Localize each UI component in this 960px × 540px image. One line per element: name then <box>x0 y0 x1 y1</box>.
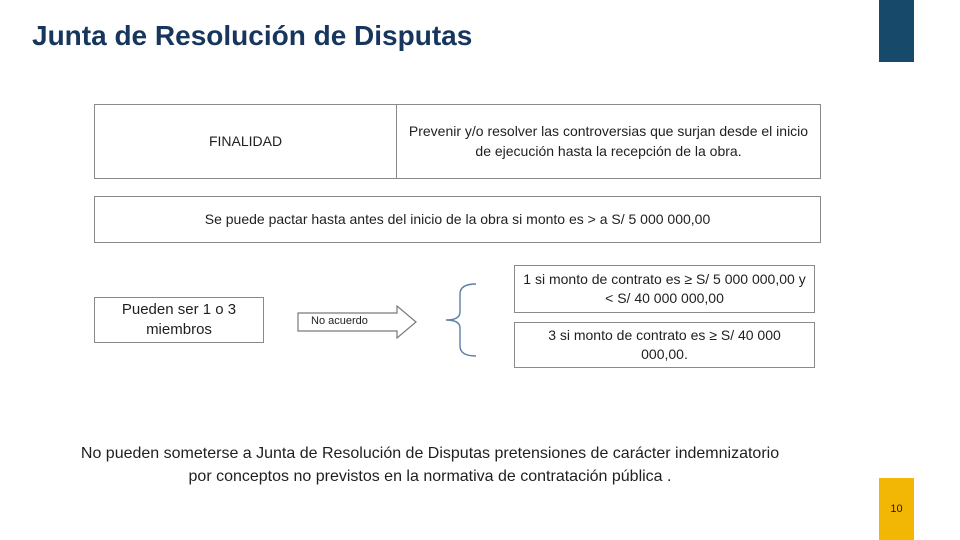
purpose-table <box>94 104 821 179</box>
no-agreement-arrow <box>297 305 417 339</box>
arrow-label: No acuerdo <box>311 315 368 327</box>
purpose-value: Prevenir y/o resolver las controversias que surjan desde el inicio de ejecución hasta la recepción de la obra. <box>408 122 809 159</box>
curly-brace-icon <box>440 282 480 358</box>
members-box: Pueden ser 1 o 3 miembros <box>94 297 264 343</box>
purpose-label: FINALIDAD <box>95 105 397 178</box>
top-accent-bar <box>879 0 914 62</box>
slide-title: Junta de Resolución de Disputas <box>32 20 473 51</box>
agreement-note-box: Se puede pactar hasta antes del inicio de la obra si monto es > a S/ 5 000 000,00 <box>94 196 821 243</box>
page-number: 10 <box>879 478 914 540</box>
restriction-note: No pueden someterse a Junta de Resolución de Disputas pretensiones de carácter indemnizatorio por conceptos no previstos en la normativa de contratación pública . <box>80 445 780 486</box>
option-one-box: 1 si monto de contrato es ≥ S/ 5 000 000,00 y < S/ 40 000 000,00 <box>514 265 815 313</box>
option-three-box: 3 si monto de contrato es ≥ S/ 40 000 000,00. <box>514 322 815 368</box>
